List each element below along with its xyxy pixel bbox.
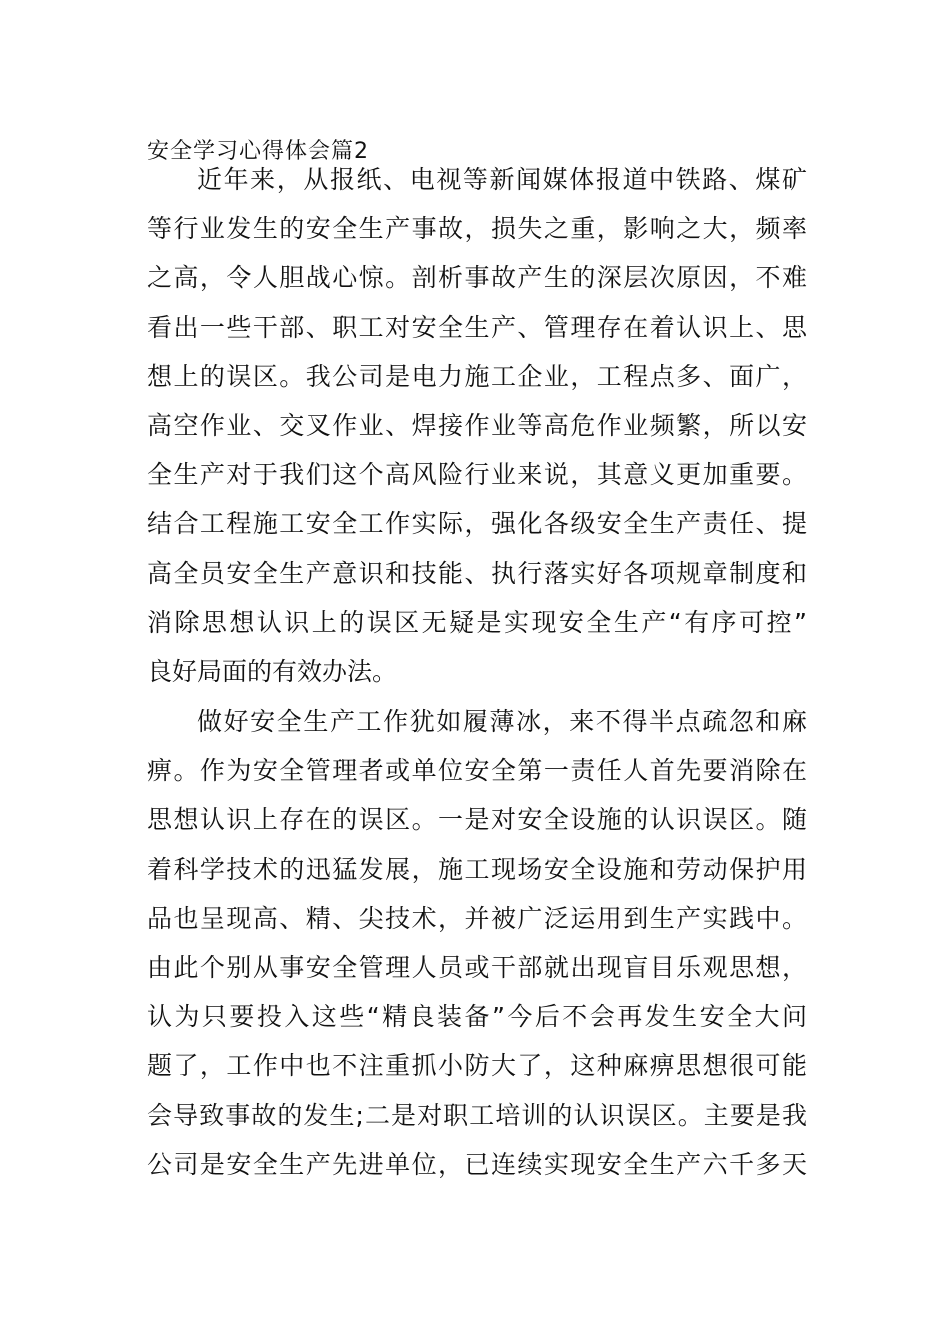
text-line: 全生产对于我们这个高风险行业来说，其意义更加重要。 — [147, 460, 807, 490]
text-line: 由此个别从事安全管理人员或干部就出现盲目乐观思想， — [147, 952, 807, 982]
text-line: 消除思想认识上的误区无疑是实现安全生产“有序可控” — [147, 607, 807, 637]
text-line: 思想认识上存在的误区。一是对安全设施的认识误区。随 — [147, 805, 807, 835]
text-line: 公司是安全生产先进单位，已连续实现安全生产六千多天 — [147, 1149, 807, 1179]
text-line: 结合工程施工安全工作实际，强化各级安全生产责任、提 — [147, 509, 807, 539]
text-line: 之高，令人胆战心惊。剖析事故产生的深层次原因，不难 — [147, 263, 807, 293]
text-line: 高空作业、交叉作业、焊接作业等高危作业频繁，所以安 — [147, 410, 807, 440]
text-line: 想上的误区。我公司是电力施工企业，工程点多、面广， — [147, 361, 807, 391]
text-line: 痹。作为安全管理者或单位安全第一责任人首先要消除在 — [147, 756, 807, 786]
text-line: 着科学技术的迅猛发展，施工现场安全设施和劳动保护用 — [147, 854, 807, 884]
text-line: 高全员安全生产意识和技能、执行落实好各项规章制度和 — [147, 558, 807, 588]
text-line: 题了，工作中也不注重抓小防大了，这种麻痹思想很可能 — [147, 1051, 807, 1081]
text-line: 近年来，从报纸、电视等新闻媒体报道中铁路、煤矿 — [197, 165, 807, 194]
text-line: 会导致事故的发生;二是对职工培训的认识误区。主要是我 — [147, 1100, 807, 1130]
text-line: 做好安全生产工作犹如履薄冰，来不得半点疏忽和麻 — [197, 707, 807, 736]
document-title: 安全学习心得体会篇2 — [147, 139, 369, 164]
text-line: 等行业发生的安全生产事故，损失之重，影响之大，频率 — [147, 214, 807, 244]
text-line: 良好局面的有效办法。 — [147, 656, 398, 686]
paragraph-1 — [147, 155, 807, 696]
text-line: 品也呈现高、精、尖技术，并被广泛运用到生产实践中。 — [147, 903, 807, 933]
paragraph-2 — [147, 697, 807, 1189]
text-line: 认为只要投入这些“精良装备”今后不会再发生安全大问 — [147, 1002, 807, 1032]
text-line: 看出一些干部、职工对安全生产、管理存在着认识上、思 — [147, 312, 807, 342]
